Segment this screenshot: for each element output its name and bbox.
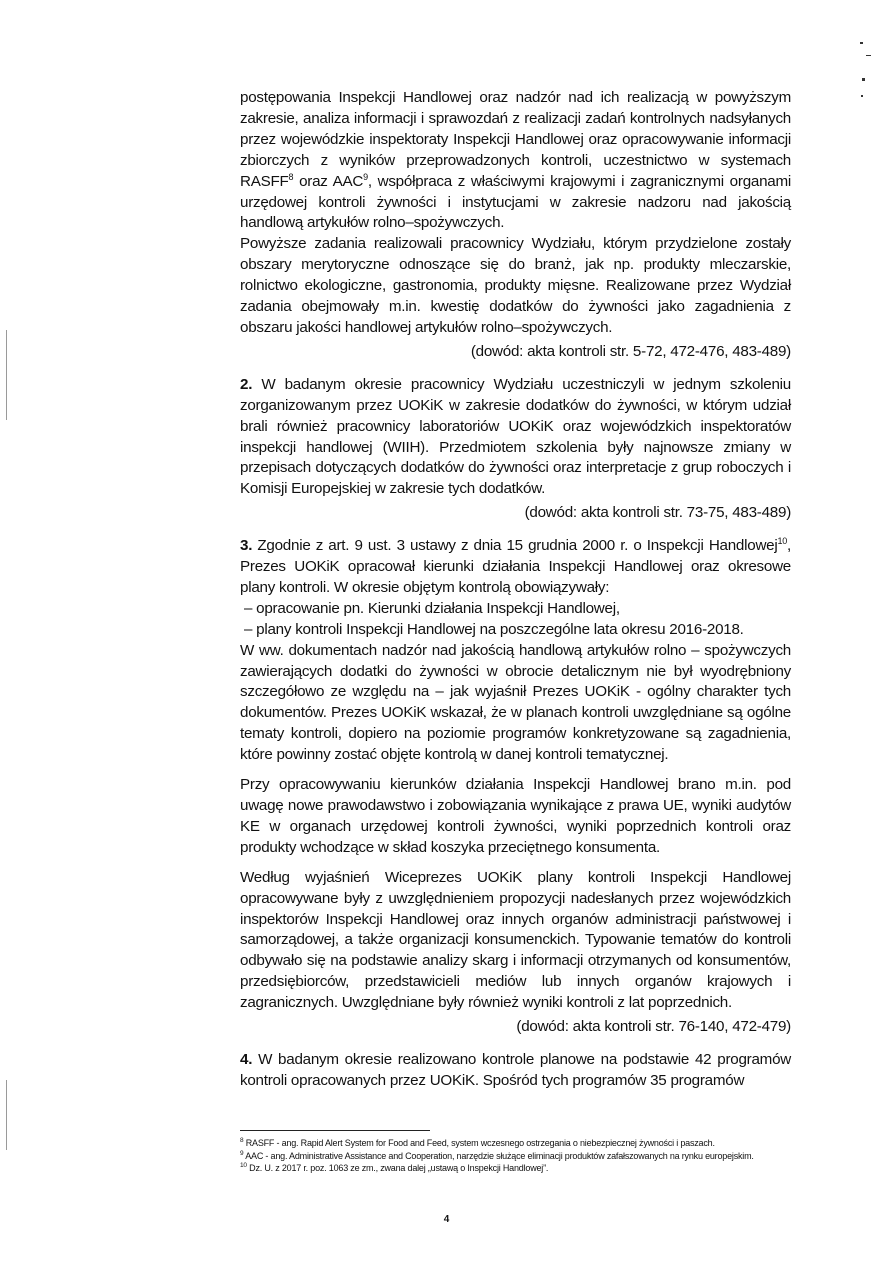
scan-edge-line <box>6 1080 7 1150</box>
footnote-8: $^8$ RASFF - ang. Rapid Alert System for Food and Feed, system wczesnego ostrzegania o niebezpiecznej żywności i paszach. <box>240 1137 715 1148</box>
scan-speck <box>861 95 863 97</box>
evidence-note-3: (dowód: akta kontroli str. 76-140, 472-479) <box>516 1018 791 1036</box>
footnote-ref-9: 9 <box>363 171 368 182</box>
vice-president-paragraph: Według wyjaśnień Wiceprezes UOKiK plany kontroli Inspekcji Handlowej opracowywane były z uwzględnieniem propozycji nadesłanych przez wojewódzkich inspektorów Inspekcji Handlowej oraz innych organów administracji państwowej i samorządowej, a także organizacji konsumenckich. Typowanie tematów do kontroli odbywało się na podstawie analizy skarg i informacji otrzymanych od konsumentów, przedsiębiorców, przedstawicieli mediów lub innych organów krajowych i zagranicznych. Uwzględniane były również wyniki kontroli z lat poprzednich. <box>240 868 791 1012</box>
footnotes <box>240 1130 791 1175</box>
section-3-paragraph: 3. Zgodnie z art. 9 ust. 3 ustawy z dnia 15 grudnia 2000 r. o Inspekcji Handlowej$^{10}$, Prezes UOKiK opracował kierunki działania Inspekcji Handlowej oraz okresowe plany kontroli. W okresie objętym kontrolą obowiązywały: <box>240 536 791 596</box>
evidence-note-2: (dowód: akta kontroli str. 73-75, 483-489) <box>524 504 791 522</box>
footnote-divider <box>240 1130 430 1131</box>
evidence-note-1: (dowód: akta kontroli str. 5-72, 472-476, 483-489) <box>470 342 791 360</box>
scan-speck <box>866 55 871 56</box>
section-2-paragraph: 2. W badanym okresie pracownicy Wydziału uczestniczyli w jednym szkoleniu zorganizowanym przez UOKiK w zakresie dodatków do żywności, w którym udział brali również pracownicy laboratoriów UOKiK oraz wojewódzkich inspektoratów inspekcji handlowej (WIIH). Przedmiotem szkolenia były najnowsze zmiany w przepisach dotyczących dodatków do żywności oraz interpretacje z grup roboczych i Komisji Europejskiej w zakresie tych dodatków. <box>240 375 791 498</box>
footnote-ref-10: 10 <box>777 536 788 547</box>
section-number: 2. <box>240 375 253 393</box>
directions-paragraph: Przy opracowywaniu kierunków działania Inspekcji Handlowej brano m.in. pod uwagę nowe prawodawstwo i zobowiązania wynikające z prawa UE, wyniki audytów KE w organach urzędowej kontroli żywności, wyniki poprzednich kontroli oraz produkty wchodzące w skład koszyka przeciętnego konsumenta. <box>240 776 791 856</box>
scan-speck <box>862 78 865 81</box>
scan-speck <box>860 42 863 44</box>
footnote-10: $^{10}$ Dz. U. z 2017 r. poz. 1063 ze zm., zwana dalej „ustawą o Inspekcji Handlowej”. <box>240 1162 549 1173</box>
intro-paragraph: postępowania Inspekcji Handlowej oraz nadzór nad ich realizacją w powyższym zakresie, analiza informacji i sprawozdań z realizacji zadań kontrolnych nadsyłanych przez wojewódzkie inspektoraty Inspekcji Handlowej oraz opracowywanie informacji zbiorczych z wyników przeprowadzonych kontroli, uczestnictwo w systemach RASFF$^8$ oraz AAC$^9$, współpraca z właściwymi krajowymi i zagranicznymi organami urzędowej kontroli żywności i instytucjami w zakresie nadzoru nad jakością handlową artykułów rolno–spożywczych. <box>240 89 792 232</box>
page-number: 4 <box>443 1214 450 1225</box>
footnote-ref-8: 8 <box>288 171 294 182</box>
footnote-9: $^9$ AAC - ang. Administrative Assistance and Cooperation, narzędzie służące eliminacji produktów zafałszowanych na rynku europejskim. <box>240 1149 754 1161</box>
section-4-paragraph: 4. W badanym okresie realizowano kontrole planowe na podstawie 42 programów kontroli opracowanych przez UOKiK. Spośród tych programów 35 programów <box>240 1050 791 1089</box>
tasks-paragraph: Powyższe zadania realizowali pracownicy Wydziału, którym przydzielone zostały obszary merytoryczne odnoszące się do branż, jak np. produkty mleczarskie, rolnictwo ekologiczne, gastronomia, produkty mięsne. Realizowane przez Wydział zadania obejmowały m.in. kwestię dodatków do żywności jako zagadnienia z obszaru jakości handlowej artykułów rolno–spożywczych. <box>240 235 791 336</box>
documents-paragraph: W ww. dokumentach nadzór nad jakością handlową artykułów rolno – spożywczych zawierających dodatki do żywności w obrocie detalicznym nie był wyodrębniony szczegółowo ze względu na – jak wyjaśnił Prezes UOKiK - ogólny charakter tych dokumentów. Prezes UOKiK wskazał, że w planach kontroli uwzględniane są ogólne tematy kontroli, dopiero na poziomie programów konkretyzowane są zagadnienia, które powinny zostać objęte kontrolą w danej kontroli tematycznej. <box>240 641 791 764</box>
section-number: 4. <box>240 1050 253 1068</box>
section-number: 3. <box>240 537 253 555</box>
scan-edge-line <box>6 330 7 420</box>
document-body <box>240 88 791 1092</box>
list-item: – opracowanie pn. Kierunki działania Inspekcji Handlowej, <box>244 599 620 617</box>
list-item: – plany kontroli Inspekcji Handlowej na poszczególne lata okresu 2016-2018. <box>244 620 744 638</box>
